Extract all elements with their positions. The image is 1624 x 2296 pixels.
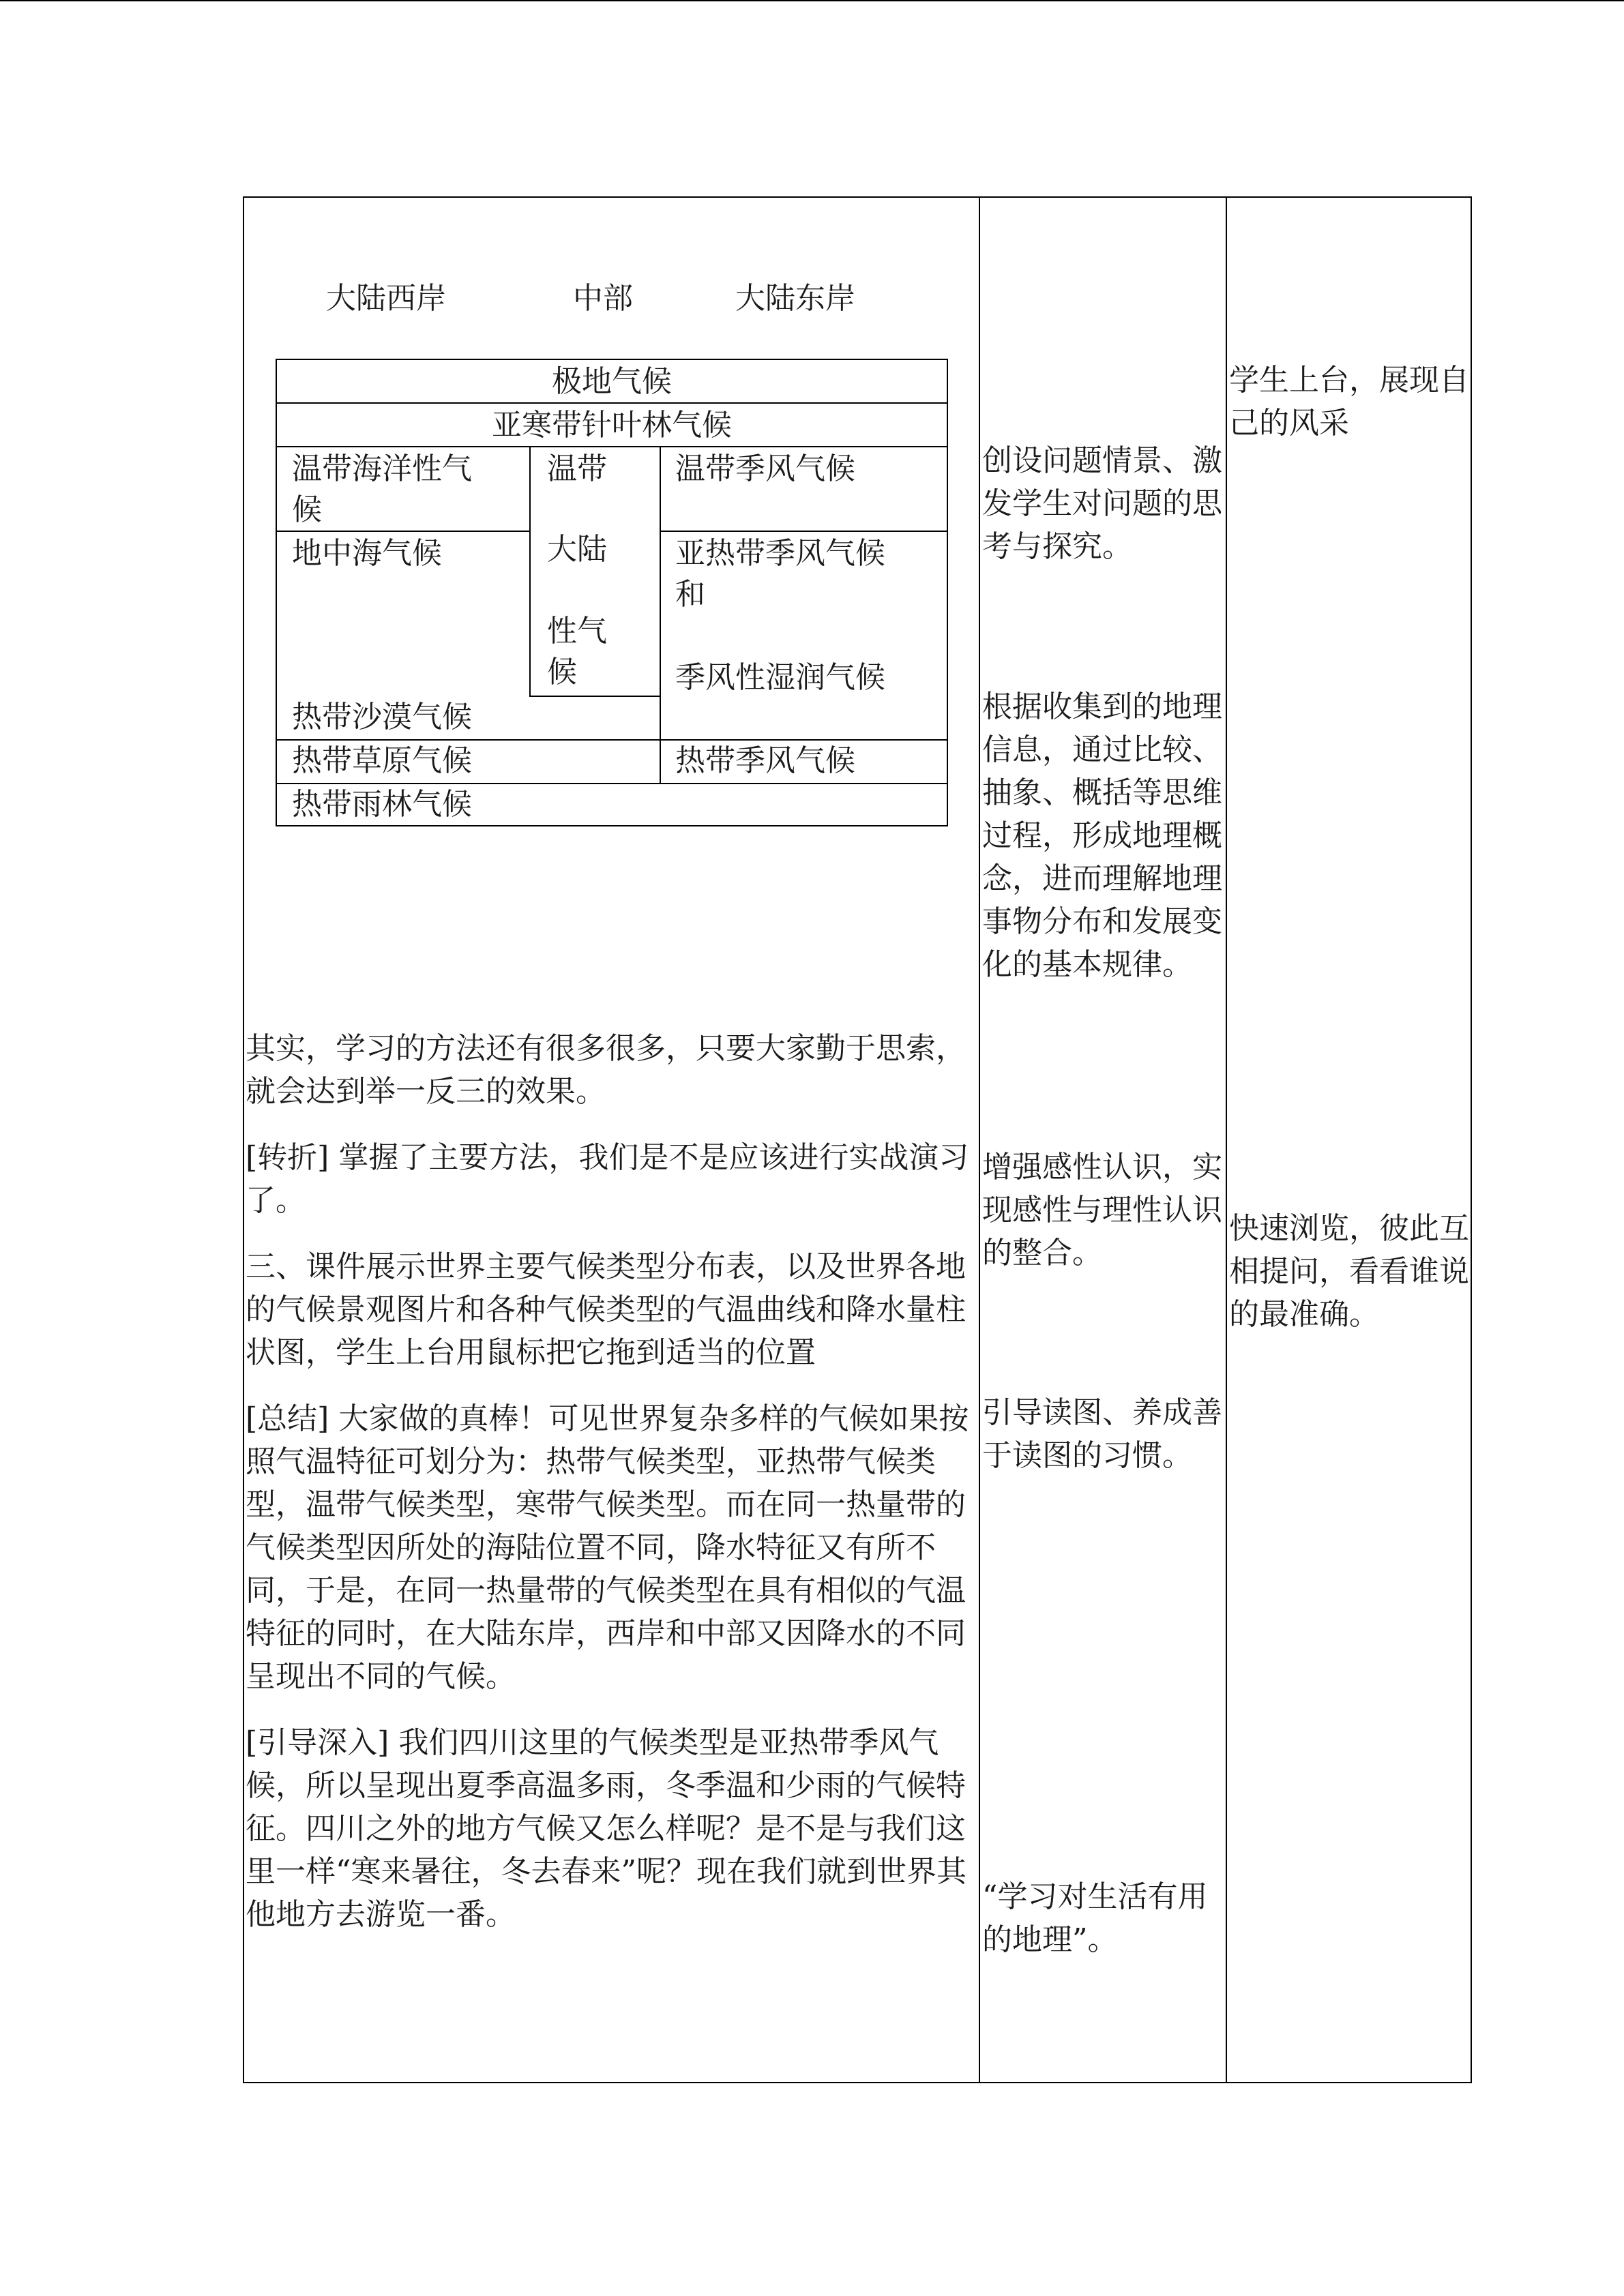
design-intent-1: 创设问题情景、激发学生对问题的思考与探究。 [982, 443, 1222, 564]
student-activity-1: 学生上台，展现自己的风采 [1229, 363, 1469, 441]
design-intent-3: 增强感性认识，实现感性与理性认识的整合。 [982, 1150, 1222, 1270]
paragraph-method-summary: 其实，学习的方法还有很多很多，只要大家勤于思索，就会达到举一反三的效果。 [246, 1031, 966, 1109]
paragraph-guided-extension: [引导深入] 我们四川这里的气候类型是亚热带季风气候，所以呈现出夏季高温多雨，冬季温和少雨的气候特征。四川之外的地方气候又怎么样呢？是不是与我们这里一样“寒来暑往，冬去春来”呢？现在我们就到世界其他地方去游览一番。 [246, 1725, 966, 1932]
student-activity-2: 快速浏览，彼此互相提问，看看谁说的最准确。 [1229, 1211, 1469, 1332]
page-top-rule [0, 0, 1624, 1]
design-intent-4: 引导读图、养成善于读图的习惯。 [982, 1395, 1222, 1473]
cell-tropical-desert: 热带沙漠气候 [292, 700, 472, 734]
cell-tropical-monsoon: 热带季风气候 [675, 743, 855, 778]
cell-temperate-maritime-line1: 温带海洋性气 [292, 451, 472, 486]
header-interior: 中部 [573, 281, 633, 316]
climate-distribution-table [276, 359, 948, 826]
cell-subtropical-monsoon-line3: 季风性湿润气候 [675, 660, 885, 695]
cell-temperate-maritime-line2: 候 [292, 492, 322, 527]
header-east-coast: 大陆东岸 [735, 281, 855, 316]
column-divider-2 [1226, 196, 1227, 2083]
cell-mediterranean: 地中海气候 [292, 536, 442, 571]
design-intent-5: “学习对生活有用的地理”。 [982, 1879, 1208, 1957]
cell-polar-climate: 极地气候 [552, 364, 672, 399]
cell-tropical-rainforest: 热带雨林气候 [292, 787, 472, 822]
design-intent-2: 根据收集到的地理信息，通过比较、抽象、概括等思维过程，形成地理概念，进而理解地理事物分布和发展变化的基本规律。 [982, 689, 1222, 982]
cell-continental-line1: 温带 [547, 451, 607, 486]
column-divider-1 [979, 196, 980, 2083]
header-west-coast: 大陆西岸 [326, 281, 446, 316]
cell-tropical-savanna: 热带草原气候 [292, 743, 472, 778]
teaching-content [246, 1027, 974, 1936]
cell-subtropical-monsoon-line2: 和 [675, 577, 705, 612]
cell-continental-line2: 大陆 [547, 532, 607, 567]
cell-subarctic-climate: 亚寒带针叶林气候 [492, 408, 732, 443]
cell-temperate-monsoon: 温带季风气候 [675, 451, 855, 486]
paragraph-transition: [转折] 掌握了主要方法，我们是不是应该进行实战演习了。 [246, 1140, 969, 1218]
cell-subtropical-monsoon-line1: 亚热带季风气候 [675, 536, 885, 571]
paragraph-courseware-display: 三、课件展示世界主要气候类型分布表，以及世界各地的气候景观图片和各种气候类型的气温曲线和降水量柱状图，学生上台用鼠标把它拖到适当的位置 [246, 1249, 966, 1370]
paragraph-summary: [总结] 大家做的真棒！可见世界复杂多样的气候如果按照气温特征可划分为：热带气候类型，亚热带气候类型，温带气候类型，寒带气候类型。而在同一热量带的气候类型因所处的海陆位置不同，降水特征又有所不同，于是，在同一热量带的气候类型在具有相似的气温特征的同时，在大陆东岸，西岸和中部又因降水的不同呈现出不同的气候。 [246, 1401, 969, 1694]
cell-continental-line4: 候 [547, 655, 577, 689]
cell-continental-line3: 性气 [547, 614, 607, 648]
